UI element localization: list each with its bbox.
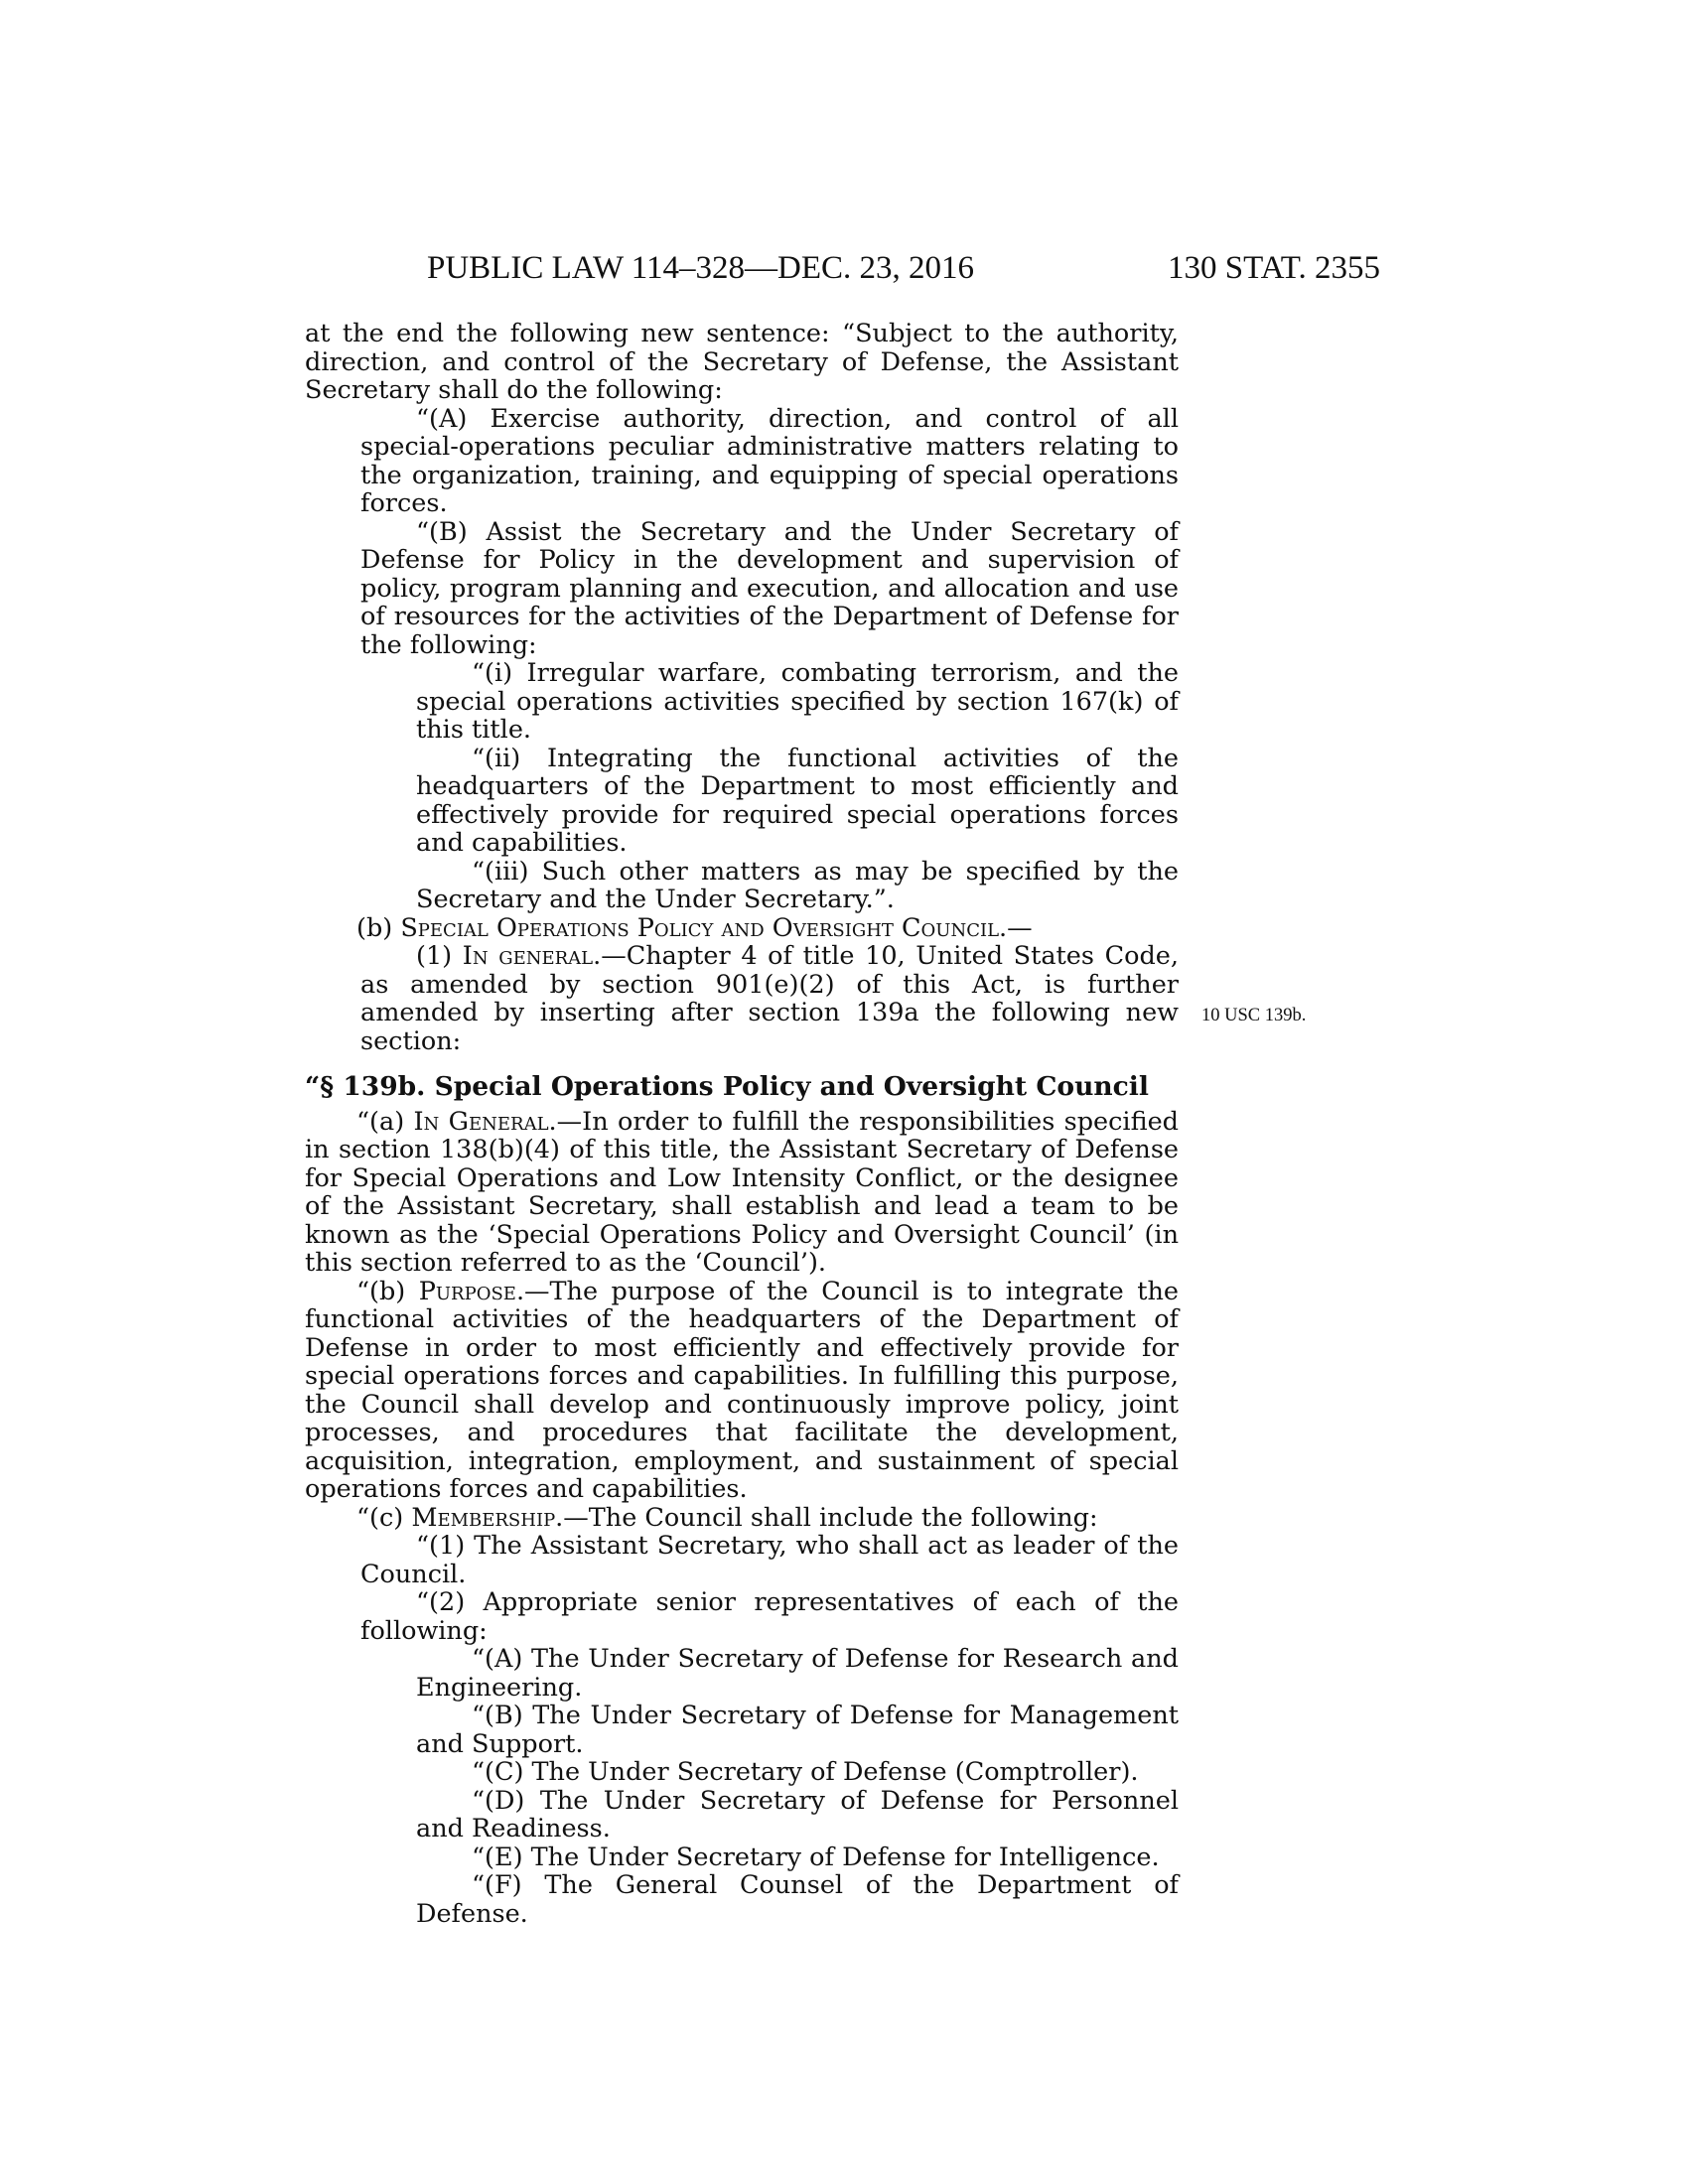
membership-item-2A: “(A) The Under Secretary of Defense for Research and Engineering. — [416, 1644, 1179, 1703]
paragraph-b1-label: (1) — [416, 941, 463, 971]
clause-B-i: “(i) Irregular warfare, combating terrorism, and the special operations activities specified by section 167(k) of this title. — [416, 658, 1179, 745]
clause-B-ii: “(ii) Integrating the functional activities of the headquarters of the Department to most efficiently and effectively provide for required special operations forces and capabilities. — [416, 743, 1179, 858]
margin-note-usc-citation: 10 USC 139b. — [1201, 1006, 1307, 1025]
section-c-membership — [305, 1504, 1179, 1533]
membership-item-1: “(1) The Assistant Secretary, who shall act as leader of the Council. — [360, 1531, 1179, 1589]
clause-B-iii: “(iii) Such other matters as may be specified by the Secretary and the Under Secretary.”. — [416, 856, 1179, 914]
membership-item-2B: “(B) The Under Secretary of Defense for Management and Support. — [416, 1701, 1179, 1759]
section-c-text: —The Council shall include the following: — [563, 1502, 1098, 1533]
membership-item-2C: “(C) The Under Secretary of Defense (Comptroller). — [472, 1757, 1139, 1787]
section-b-purpose — [305, 1278, 1179, 1504]
membership-item-2D: “(D) The Under Secretary of Defense for Personnel and Readiness. — [416, 1785, 1179, 1843]
subsection-b-dash: — — [1007, 912, 1033, 943]
section-a-general — [305, 1108, 1179, 1278]
section-a-text: —In order to fulfill the responsibilities specified in section 138(b)(4) of this title, the Assistant Secretary of Defense for Special Operations and Low Intensity Conflict, or the designee of the Assistant Secretary, shall establish and lead a team to be known as the ‘Special Operations Policy and Oversight Council’ (in this section referred to as the ‘Council’). — [305, 1106, 1179, 1278]
intro-paragraph: at the end the following new sentence: “Subject to the authority, direction, and control of the Secretary of Defense, the Assistant Secretary shall do the following: — [305, 319, 1179, 405]
membership-item-2: “(2) Appropriate senior representatives of each of the following: — [360, 1587, 1179, 1646]
paragraph-b1-heading: In general. — [462, 941, 602, 971]
section-b-text: —The purpose of the Council is to integrate the functional activities of the headquarters of the Department of Defense in order to most efficiently and effectively provide for special operations forces and capabilities. In fulfilling this purpose, the Council shall develop and continuously improve policy, joint processes, and procedures that facilitate the development, acquisition, integration, employment, and sustainment of special operations forces and capabilities. — [305, 1276, 1179, 1504]
running-head — [427, 250, 1380, 290]
paragraph-B: “(B) Assist the Secretary and the Under Secretary of Defense for Policy in the development and supervision of policy, program planning and execution, and allocation and use of resources for the activities of the Department of Defense for the following: — [360, 516, 1179, 660]
paragraph-A: “(A) Exercise authority, direction, and control of all special-operations peculiar administrative matters relating to the organization, training, and equipping of special operations forces. — [360, 403, 1179, 518]
section-b-heading: Purpose. — [418, 1276, 525, 1306]
section-b-label: “(b) — [356, 1276, 419, 1306]
subsection-b-heading — [305, 914, 1179, 943]
membership-item-2E: “(E) The Under Secretary of Defense for Intelligence. — [472, 1842, 1160, 1872]
section-139b-heading: “§ 139b. Special Operations Policy and Oversight Council — [305, 1071, 1149, 1102]
section-c-label: “(c) — [356, 1502, 412, 1533]
paragraph-b1-text: —Chapter 4 of title 10, United States Code, as amended by section 901(e)(2) of this Act, is further amended by inserting after section 139a the following new section: — [360, 941, 1179, 1056]
public-law-citation: PUBLIC LAW 114–328—DEC. 23, 2016 — [427, 250, 975, 286]
membership-item-2F: “(F) The General Counsel of the Department of Defense. — [416, 1870, 1179, 1929]
subsection-b-label: (b) — [356, 912, 401, 943]
paragraph-b1 — [305, 942, 1179, 1055]
section-a-heading: In General. — [413, 1106, 557, 1137]
section-a-label: “(a) — [356, 1106, 414, 1137]
subsection-b-title: Special Operations Policy and Oversight Council. — [400, 912, 1008, 943]
section-c-heading: Membership. — [411, 1502, 564, 1533]
document-body — [305, 320, 1179, 1928]
statute-page-number: 130 STAT. 2355 — [1167, 250, 1380, 286]
